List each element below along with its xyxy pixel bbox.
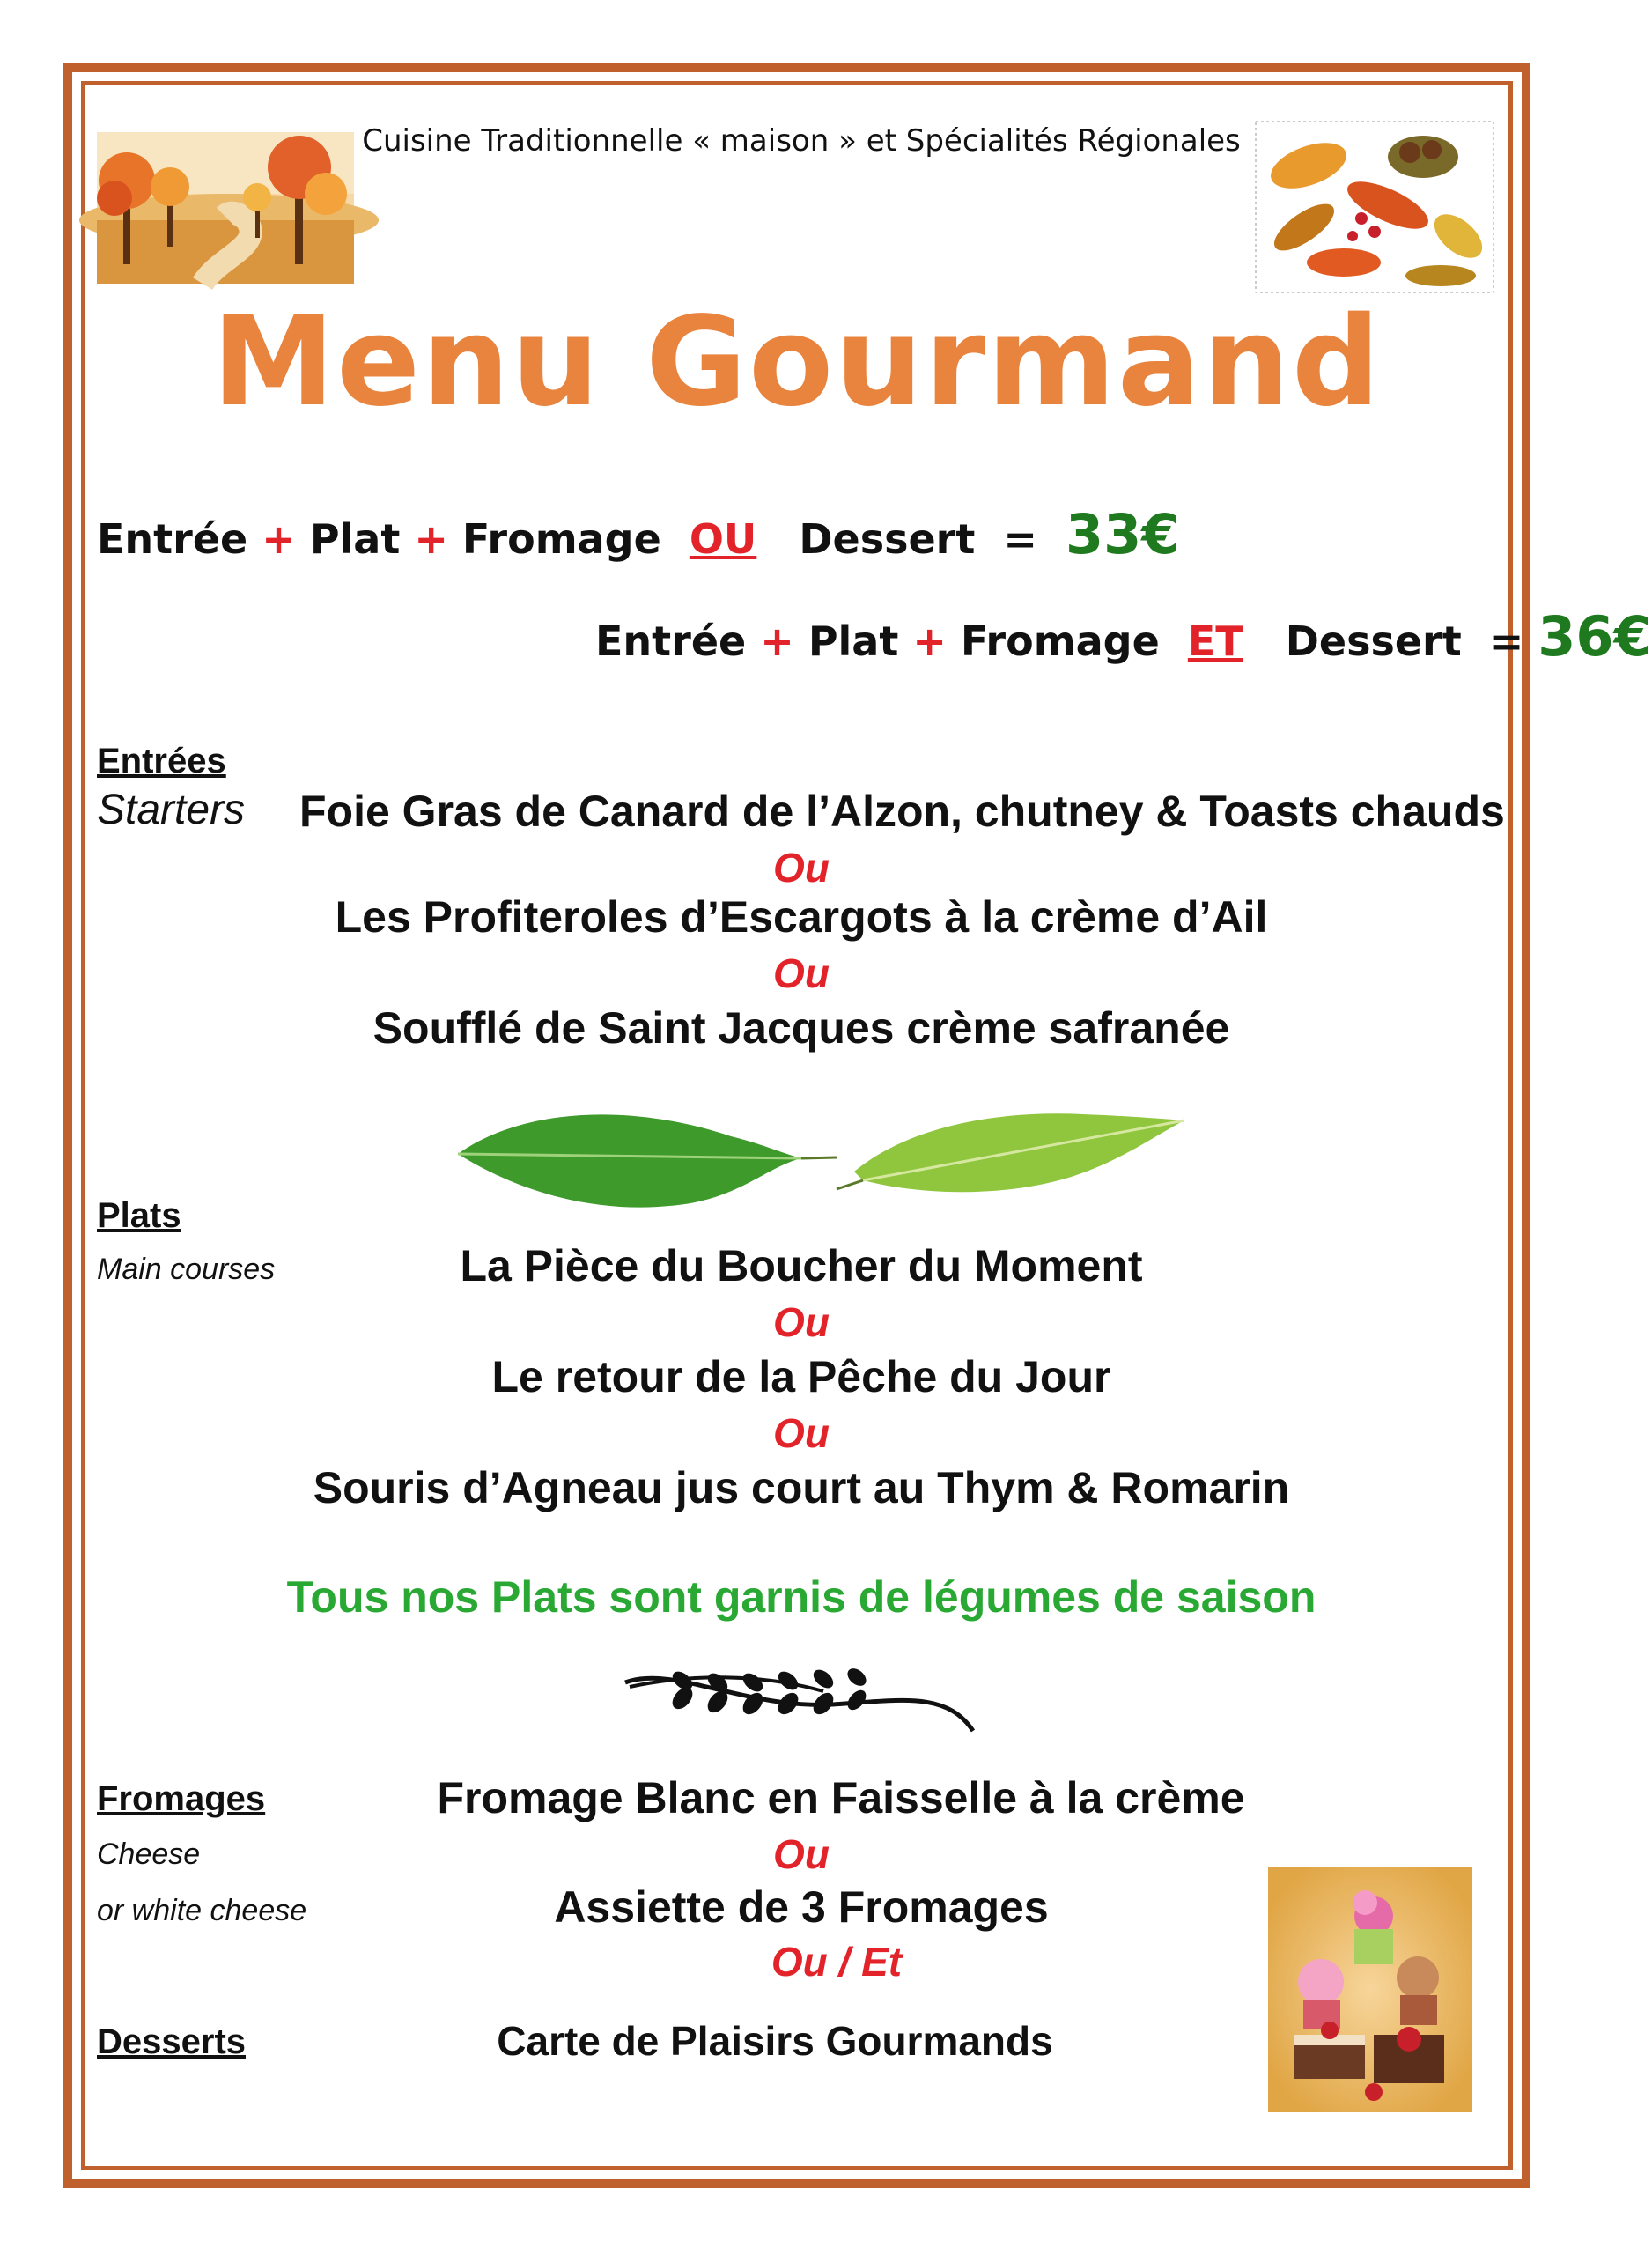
equals-sign: = [1003, 515, 1037, 563]
price-line-1 [97, 502, 1179, 566]
dish-plat-2: Le retour de la Pêche du Jour [491, 1352, 1111, 1401]
price-item: Dessert [1285, 617, 1462, 665]
dish-fromage-1: Fromage Blanc en Faisselle à la crème [437, 1773, 1245, 1822]
price-36: 36€ [1538, 604, 1652, 669]
ou-separator: Ou [773, 1299, 830, 1345]
section-sub-main-courses: Main courses [97, 1253, 276, 1286]
dish-plat-1: La Pièce du Boucher du Moment [460, 1241, 1143, 1290]
laurel-branch-icon [621, 1656, 982, 1735]
green-leaves-icon [449, 1101, 1189, 1216]
dish-entree-2: Les Profiteroles d’Escargots à la crème d’Ail [335, 892, 1268, 942]
price-item: Fromage [461, 515, 661, 563]
dessert-menu: Carte de Plaisirs Gourmands [497, 2018, 1053, 2064]
dish-plat-3: Souris d’Agneau jus court au Thym & Romarin [313, 1463, 1290, 1512]
ou-et-separator: Ou / Et [771, 1939, 903, 1985]
cupcakes-image [1268, 1867, 1472, 2112]
dish-fromage-2: Assiette de 3 Fromages [554, 1882, 1049, 1932]
autumn-leaves-image [1256, 122, 1493, 292]
ou-separator: Ou [773, 1831, 830, 1877]
ou-separator: Ou [773, 845, 830, 891]
section-label-desserts: Desserts [97, 2022, 247, 2061]
price-33: 33€ [1065, 502, 1180, 566]
section-sub-cheese: Cheese [97, 1837, 201, 1871]
price-item: Fromage [960, 617, 1160, 665]
plus-sign: + [262, 515, 296, 563]
side-dish-note: Tous nos Plats sont garnis de légumes de saison [286, 1572, 1316, 1622]
ou-separator: Ou [773, 950, 830, 996]
plus-sign: + [760, 617, 794, 665]
section-label-fromages: Fromages [97, 1779, 266, 1818]
plus-sign: + [912, 617, 947, 665]
menu-title: Menu Gourmand [211, 291, 1383, 434]
autumn-landscape-image [97, 132, 354, 284]
section-sub-starters: Starters [97, 787, 246, 833]
price-item: Entrée [595, 617, 747, 665]
conjunction-ou: OU [689, 515, 757, 563]
tagline: Cuisine Traditionnelle « maison » et Spécialités Régionales [362, 123, 1241, 159]
dish-entree-1: Foie Gras de Canard de l’Alzon, chutney & Toasts chauds [299, 787, 1505, 836]
ou-separator: Ou [773, 1410, 830, 1456]
section-label-entrees: Entrées [97, 742, 226, 780]
section-label-plats: Plats [97, 1196, 181, 1235]
price-item: Entrée [97, 515, 248, 563]
price-item: Plat [808, 617, 899, 665]
price-item: Plat [309, 515, 401, 563]
price-item: Dessert [799, 515, 976, 563]
section-sub-white-cheese: or white cheese [97, 1894, 307, 1927]
conjunction-et: ET [1187, 617, 1243, 665]
price-line-2 [595, 604, 1652, 669]
dish-entree-3: Soufflé de Saint Jacques crème safranée [372, 1003, 1230, 1053]
plus-sign: + [414, 515, 448, 563]
equals-sign: = [1489, 617, 1524, 665]
